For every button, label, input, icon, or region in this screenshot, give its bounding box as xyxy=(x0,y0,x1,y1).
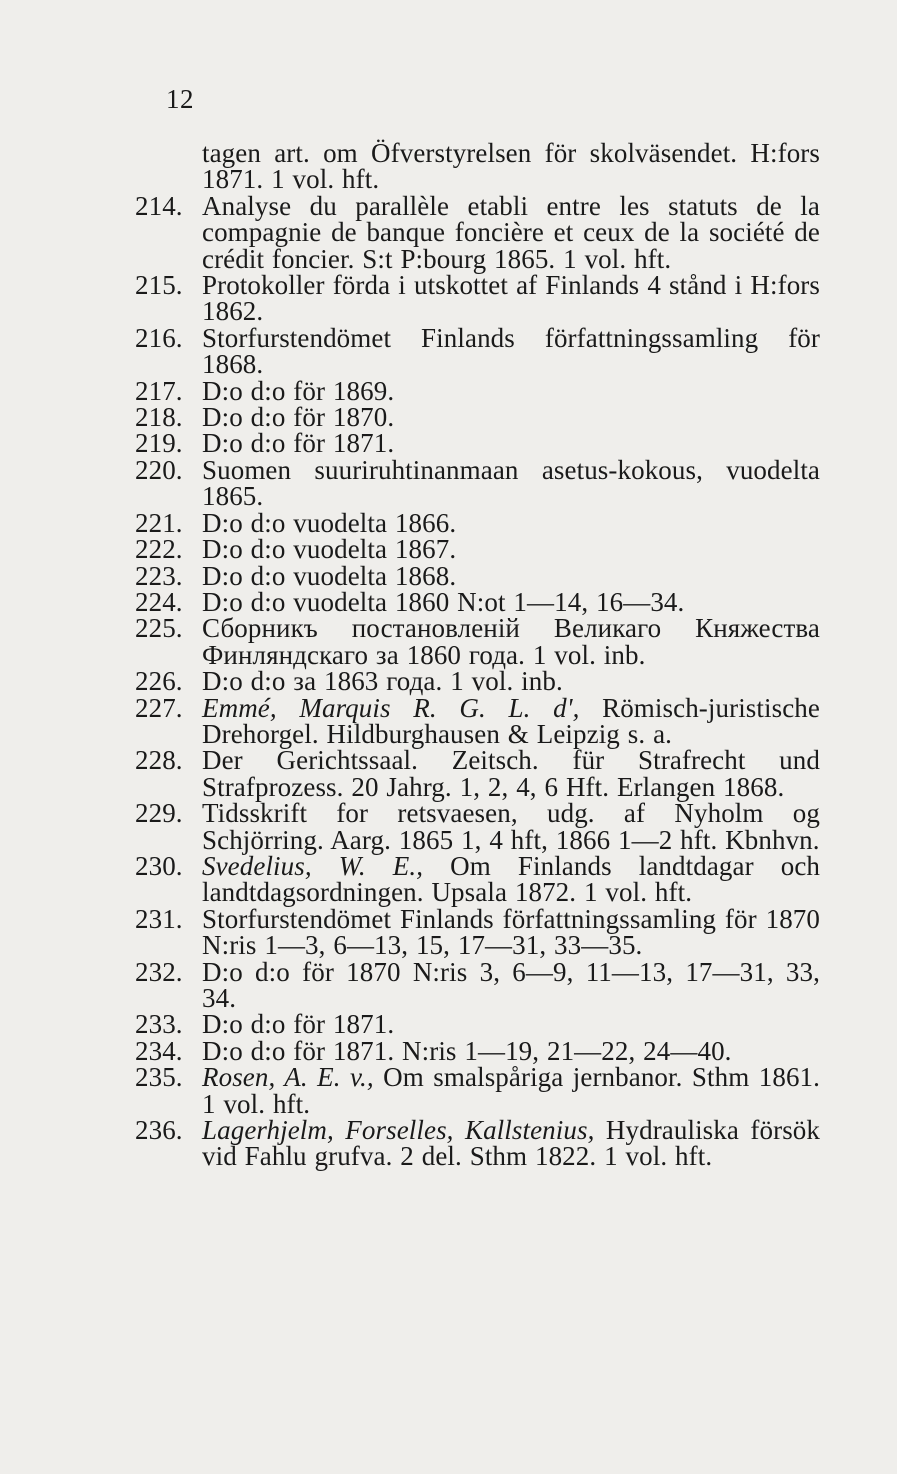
entry-number: 216. xyxy=(135,322,183,353)
entry-text: D:o d:o för 1869. xyxy=(202,375,395,406)
entry-text: Сборникъ постановленій Великаго Княжества Финляндскаго за 1860 года. 1 vol. inb. xyxy=(202,613,820,670)
entry-text: Storfurstendömet Finlands författningssamling för 1868. xyxy=(202,322,820,380)
entry-text xyxy=(202,1064,820,1117)
entry-text: D:o d:o за 1863 года. 1 vol. inb. xyxy=(202,666,563,697)
entry-number: 232. xyxy=(135,956,183,987)
catalog-entry xyxy=(135,428,820,459)
entry-number: 215. xyxy=(135,270,183,301)
entry-number: 233. xyxy=(135,1009,183,1040)
entry-number: 218. xyxy=(135,402,183,433)
entry-number: 229. xyxy=(135,798,183,829)
entry-number: 225. xyxy=(135,613,183,644)
entry-text xyxy=(202,1117,820,1170)
entry-author: Svedelius, W. E., xyxy=(202,850,424,881)
catalog-entry xyxy=(135,375,820,406)
catalog-entry-continued xyxy=(202,140,820,193)
entry-number: 219. xyxy=(135,428,183,459)
entry-number: 221. xyxy=(135,507,183,538)
entry-number: 230. xyxy=(135,850,183,881)
entry-text: D:o d:o vuodelta 1868. xyxy=(202,560,457,591)
page-number: 12 xyxy=(166,84,194,114)
entry-text: D:o d:o för 1871. xyxy=(202,428,395,459)
catalog-entry xyxy=(135,692,820,749)
catalog-list xyxy=(0,140,897,1170)
entry-text: tagen art. om Öfverstyrelsen för skolväsendet. H:fors 1871. 1 vol. hft. xyxy=(202,138,820,195)
entry-number: 228. xyxy=(135,745,183,776)
entry-title: Hydrauliska försök vid Fahlu grufva. 2 del. Sthm 1822. 1 vol. hft. xyxy=(202,1115,820,1172)
catalog-entry xyxy=(135,1115,820,1172)
catalog-entry xyxy=(135,903,820,961)
entry-text: Tidsskrift for retsvaesen, udg. af Nyholm og Schjörring. Aarg. 1865 1, 4 hft, 1866 1—2 hft. Kbnhvn. xyxy=(202,798,820,855)
entry-title: Römisch-juristische Drehorgel. Hildburghausen & Leipzig s. a. xyxy=(202,692,820,749)
entry-text: Suomen suuriruhtinanmaan asetus-kokous, vuodelta 1865. xyxy=(202,454,820,512)
entry-number: 214. xyxy=(135,190,183,221)
entry-number: 223. xyxy=(135,560,183,591)
entry-text xyxy=(202,692,820,749)
entry-number: 217. xyxy=(135,375,183,406)
entry-text xyxy=(202,850,821,908)
entry-text: Protokoller förda i utskottet af Finlands 4 stånd i H:fors 1862. xyxy=(202,270,820,327)
catalog-entry xyxy=(135,507,820,538)
catalog-entry xyxy=(135,956,820,1013)
entry-text: Der Gerichtssaal. Zeitsch. für Strafrecht und Strafprozess. 20 Jahrg. 1, 2, 4, 6 Hft. Erlangen 1868. xyxy=(202,745,820,802)
entry-text: D:o d:o för 1870. xyxy=(202,402,395,433)
catalog-entry xyxy=(135,322,820,380)
catalog-entry xyxy=(135,1062,820,1119)
catalog-entry xyxy=(135,560,820,591)
entry-title: Om Finlands landtdagar och landtdagsordningen. Upsala 1872. 1 vol. hft. xyxy=(202,850,821,908)
entry-text: D:o d:o vuodelta 1866. xyxy=(202,507,457,538)
catalog-entry xyxy=(135,1009,820,1040)
catalog-entry xyxy=(135,666,820,697)
catalog-entry xyxy=(135,1035,820,1066)
catalog-entry xyxy=(135,798,820,855)
entry-text: D:o d:o för 1870 N:ris 3, 6—9, 11—13, 17—31, 33, 34. xyxy=(202,956,820,1013)
entry-text: D:o d:o vuodelta 1867. xyxy=(202,534,457,565)
entry-number: 235. xyxy=(135,1062,183,1093)
entry-text: D:o d:o för 1871. xyxy=(202,1009,395,1040)
entry-title: Om smalspåriga jernbanor. Sthm 1861. 1 vol. hft. xyxy=(202,1062,820,1119)
catalog-entry xyxy=(135,190,820,274)
entry-text: D:o d:o för 1871. N:ris 1—19, 21—22, 24—40. xyxy=(202,1035,732,1066)
catalog-entry xyxy=(135,850,821,908)
entry-number: 220. xyxy=(135,454,183,485)
catalog-entry xyxy=(135,270,820,327)
entry-author: Lagerhjelm, Forselles, Kallstenius, xyxy=(202,1115,595,1146)
entry-text: D:o d:o vuodelta 1860 N:ot 1—14, 16—34. xyxy=(202,586,685,617)
entry-number: 222. xyxy=(135,534,183,565)
entry-number: 231. xyxy=(135,903,183,934)
entry-number: 224. xyxy=(135,586,183,617)
catalog-entry xyxy=(135,402,820,433)
entry-number: 236. xyxy=(135,1115,183,1146)
entry-number: 226. xyxy=(135,666,183,697)
catalog-entry xyxy=(135,534,820,565)
entry-author: Emmé, Marquis R. G. L. d', xyxy=(202,692,580,723)
entry-author: Rosen, A. E. v., xyxy=(202,1062,374,1093)
entry-number: 234. xyxy=(135,1035,183,1066)
entry-text: Storfurstendömet Finlands författningssamling för 1870 N:ris 1—3, 6—13, 15, 17—31, 33—35. xyxy=(202,903,820,961)
catalog-entry xyxy=(135,613,820,670)
catalog-entry xyxy=(135,586,820,617)
entry-number: 227. xyxy=(135,692,183,723)
catalog-entry xyxy=(135,745,820,802)
catalog-entry xyxy=(135,454,820,512)
entry-text: Analyse du parallèle etabli entre les statuts de la compagnie de banque foncière et ceux de la société de crédit foncier. S:t P:bourg 1865. 1 vol. hft. xyxy=(202,190,820,274)
